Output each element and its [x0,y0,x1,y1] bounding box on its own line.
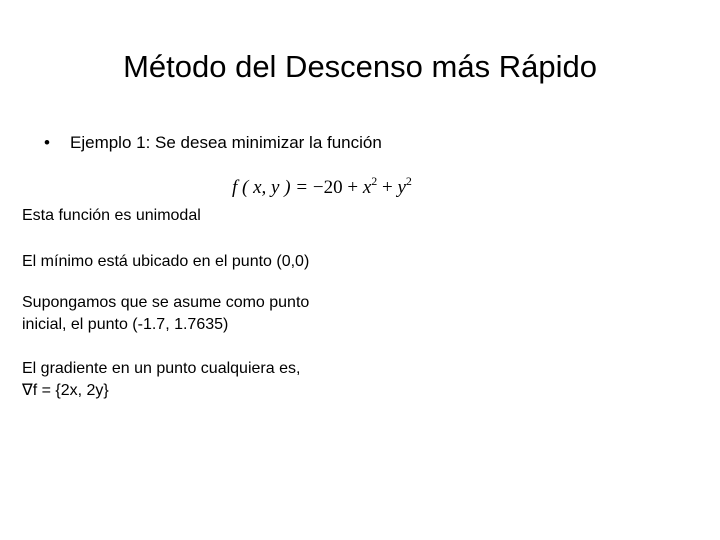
formula-x-variable: x [362,177,372,198]
paragraph-line: El gradiente en un punto cualquiera es, [22,360,301,377]
paragraph-gradient [22,358,300,402]
formula-y-variable: y [397,177,406,198]
formula-constant: −20 + [312,177,363,198]
formula-plus: + [377,177,398,198]
bullet-text: Ejemplo 1: Se desea minimizar la función [70,133,382,152]
paragraph-line: El mínimo está ubicado en el punto (0,0) [22,253,310,270]
paragraph-minimum [22,251,309,273]
paragraph-line: Esta función es unimodal [22,207,201,224]
formula-y-exponent: 2 [405,174,412,188]
slide-title: Método del Descenso más Rápido [123,49,597,84]
bullet-item [44,131,382,155]
paragraph-line: Supongamos que se asume como punto [22,294,310,311]
paragraph-unimodal [22,205,201,227]
formula-lhs: f ( x, y ) = [232,177,313,198]
paragraph-line: inicial, el punto (-1.7, 1.7635) [22,316,229,333]
formula-x-exponent: 2 [371,174,378,188]
bullet-marker: • [44,133,50,152]
paragraph-line: ∇f = {2x, 2y} [22,382,109,399]
formula [232,166,412,203]
paragraph-initial-point [22,292,309,336]
